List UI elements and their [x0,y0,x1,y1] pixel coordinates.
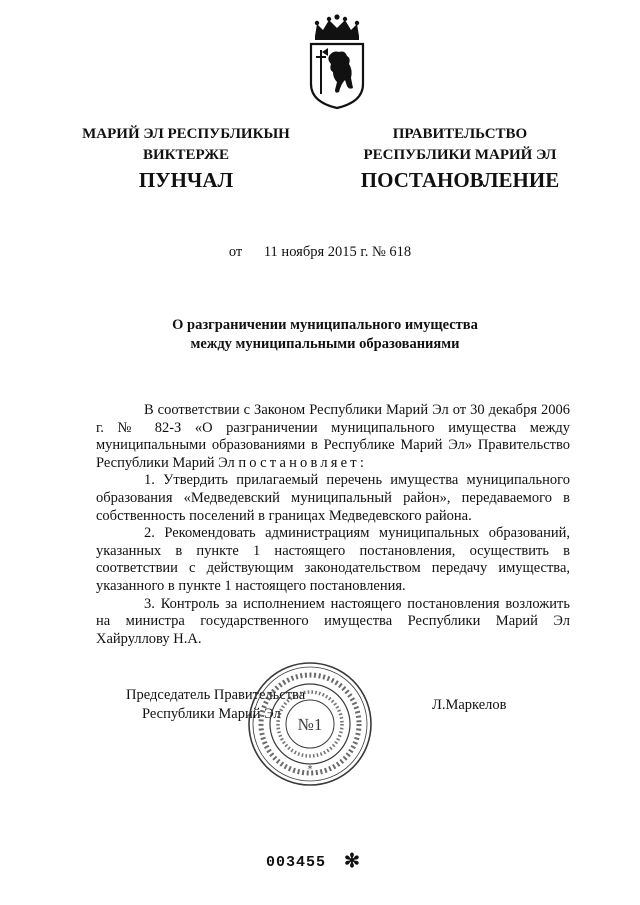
header-right-org-line1: ПРАВИТЕЛЬСТВО [392,126,528,142]
document-title-line2: между муниципальными образованиями [190,336,460,352]
date-prefix: от [228,244,243,260]
signatory-position-line2: Республики Марий Эл [142,706,281,722]
header-left-org-line2: ВИКТЕРЖЕ [142,147,230,163]
seal-star-icon: * [307,764,313,775]
signatory-name: Л.Маркелов [432,697,507,713]
document-number: 618 [389,244,412,260]
header-left-org [70,124,302,166]
document-body [96,402,570,648]
preamble-paragraph [96,402,570,472]
crown-icon [315,14,359,40]
clause-3: 3. Контроль за исполнением настоящего постановления возложить на министра государственного имущества Республики Марий Эл Хайруллову Н.А. [96,595,570,647]
document-date: 11 ноября 2015 г. [263,244,369,260]
resolves-word: постановляет: [238,454,368,471]
number-label: № [371,244,386,260]
official-seal-stamp [246,660,374,788]
document-title-line1: О разграничении муниципального имущества [172,317,478,333]
header-left-doc-type: ПУНЧАЛ [138,168,234,192]
serial-number: 003455 [266,854,327,871]
header-right-org-line2: РЕСПУБЛИКИ МАРИЙ ЭЛ [363,147,557,163]
coat-of-arms-emblem [303,14,371,110]
preamble-text: В соответствии с Законом Республики Марий Эл от 30 декабря 2006 г. № 82-З «О разграничении муниципального имущества между муниципальными образованиями в Республике Марий Эл» Правительство Республики Марий Эл [96,402,570,471]
clause-2: 2. Рекомендовать администрациям муниципальных образований, указанных в пункте 1 настоящего постановления, осуществить в соответствии с действующим законодательством передачу имущества, указанного в пункте 1 настоящего постановления. [96,525,570,594]
signatory-position-line1: Председатель Правительства [126,687,306,703]
date-number-line [0,244,640,261]
header-right-org [330,124,590,166]
clause-1: 1. Утвердить прилагаемый перечень имущества муниципального образования «Медведевский муниципальный район», передаваемого в собственность поселений в границах Медведевского района. [96,472,570,524]
serial-mark: ✻ [344,851,360,872]
header-right-doc-type: ПОСТАНОВЛЕНИЕ [360,168,560,192]
document-title [90,316,560,354]
header-left-org-line1: МАРИЙ ЭЛ РЕСПУБЛИКЫН [82,126,290,142]
seal-number: №1 [297,715,323,734]
